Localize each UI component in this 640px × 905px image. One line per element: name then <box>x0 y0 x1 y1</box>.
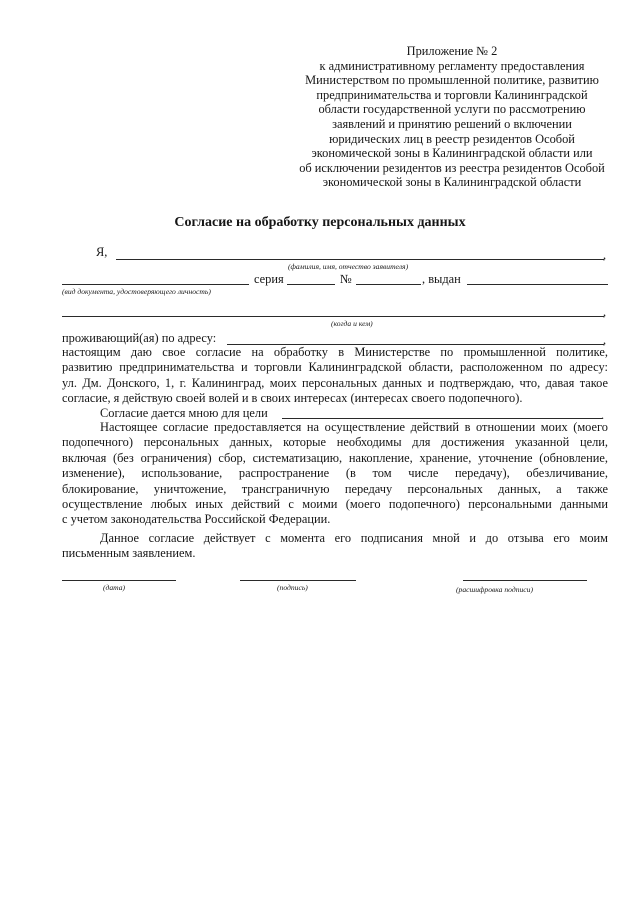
consent-paragraph <box>62 345 608 407</box>
validity-paragraph <box>62 531 608 562</box>
comma: , <box>603 305 607 319</box>
series-field[interactable] <box>287 284 335 285</box>
comma: , <box>603 333 607 347</box>
appendix-line: к административному регламенту предоставления <box>319 58 585 73</box>
i-label: Я, <box>96 245 108 259</box>
purpose-field[interactable] <box>282 418 602 419</box>
issue-date-authority-caption: (когда и кем) <box>331 319 373 328</box>
number-label: № <box>340 272 352 286</box>
paragraph-line: письменным заявлением. <box>62 546 196 561</box>
document-title: Согласие на обработку персональных данных <box>174 215 466 230</box>
appendix-line: Приложение № 2 <box>406 44 498 58</box>
paragraph-line: Настоящее согласие предоставляется на осуществление действий в отношении моих (моего <box>100 420 608 434</box>
paragraph-line: подопечного) персональных данных, которые необходимы для достижения указанной цели, <box>62 435 608 450</box>
appendix-header <box>296 44 608 190</box>
paragraph-line: развитию предпринимательства и торговли Калининградской области, расположенном по адресу: <box>62 360 608 375</box>
paragraph-line: с учетом законодательства Российской Федерации. <box>62 512 331 527</box>
appendix-line: юридических лиц в реестр резидентов Особой <box>329 131 575 146</box>
paragraph-line: осуществление любых иных действий с моими (моего подопечного) персональными данными <box>62 497 608 512</box>
period: . <box>601 408 605 422</box>
appendix-line: области государственной услуги по рассмотрению <box>318 102 586 117</box>
signature-field[interactable] <box>240 580 356 581</box>
issue-date-authority-field[interactable] <box>62 316 604 317</box>
paragraph-line: изменение), использование, распространение (в том числе передачу), обезличивание, <box>62 466 608 481</box>
address-label: проживающий(ая) по адресу: <box>62 331 217 345</box>
appendix-line: заявлений и принятию решений о включении <box>332 116 572 131</box>
paragraph-line: включая (без ограничения) сбор, систематизацию, накопление, хранение, уточнение (обновление, <box>62 450 608 465</box>
signature-decoding-field[interactable] <box>463 580 587 581</box>
paragraph-line: ул. Дм. Донского, 1, г. Калининград, моих персональных данных и подтверждаю, что, давая такое <box>62 375 608 390</box>
document-type-field[interactable] <box>62 284 249 285</box>
paragraph-line: Данное согласие действует с момента его подписания мной и до отзыва его моим <box>100 531 608 545</box>
issued-by-field[interactable] <box>467 284 608 285</box>
date-field[interactable] <box>62 580 176 581</box>
document-type-caption: (вид документа, удостоверяющего личность) <box>62 287 211 296</box>
paragraph-line: согласие, я действую своей волей и в своих интересах (интересах своего подопечного). <box>62 391 523 406</box>
paragraph-line: блокирование, уничтожение, трансграничную передачу персональных данных, а также <box>62 481 608 496</box>
comma: , <box>603 248 607 262</box>
series-label: серия <box>254 272 284 286</box>
signature-decoding-caption: (расшифровка подписи) <box>456 585 533 594</box>
appendix-line: предпринимательства и торговли Калининградской <box>316 87 588 102</box>
issued-label: , выдан <box>422 272 461 286</box>
appendix-line: экономической зоны в Калининградской области или <box>311 146 593 161</box>
appendix-line: экономической зоны в Калининградской области <box>322 175 582 190</box>
appendix-line: об исключении резидентов из реестра резидентов Особой <box>299 160 605 175</box>
full-name-field[interactable] <box>116 259 604 260</box>
appendix-line: Министерством по промышленной политике, развитию <box>305 73 599 88</box>
purpose-label: Согласие дается мною для цели <box>100 406 268 420</box>
signature-caption: (подпись) <box>277 583 308 592</box>
full-name-caption: (фамилия, имя, отчество заявителя) <box>288 262 409 271</box>
actions-paragraph <box>62 420 608 528</box>
date-caption: (дата) <box>103 583 126 592</box>
paragraph-line: настоящим даю свое согласие на обработку в Министерстве по промышленной политике, <box>62 345 608 359</box>
number-field[interactable] <box>356 284 421 285</box>
